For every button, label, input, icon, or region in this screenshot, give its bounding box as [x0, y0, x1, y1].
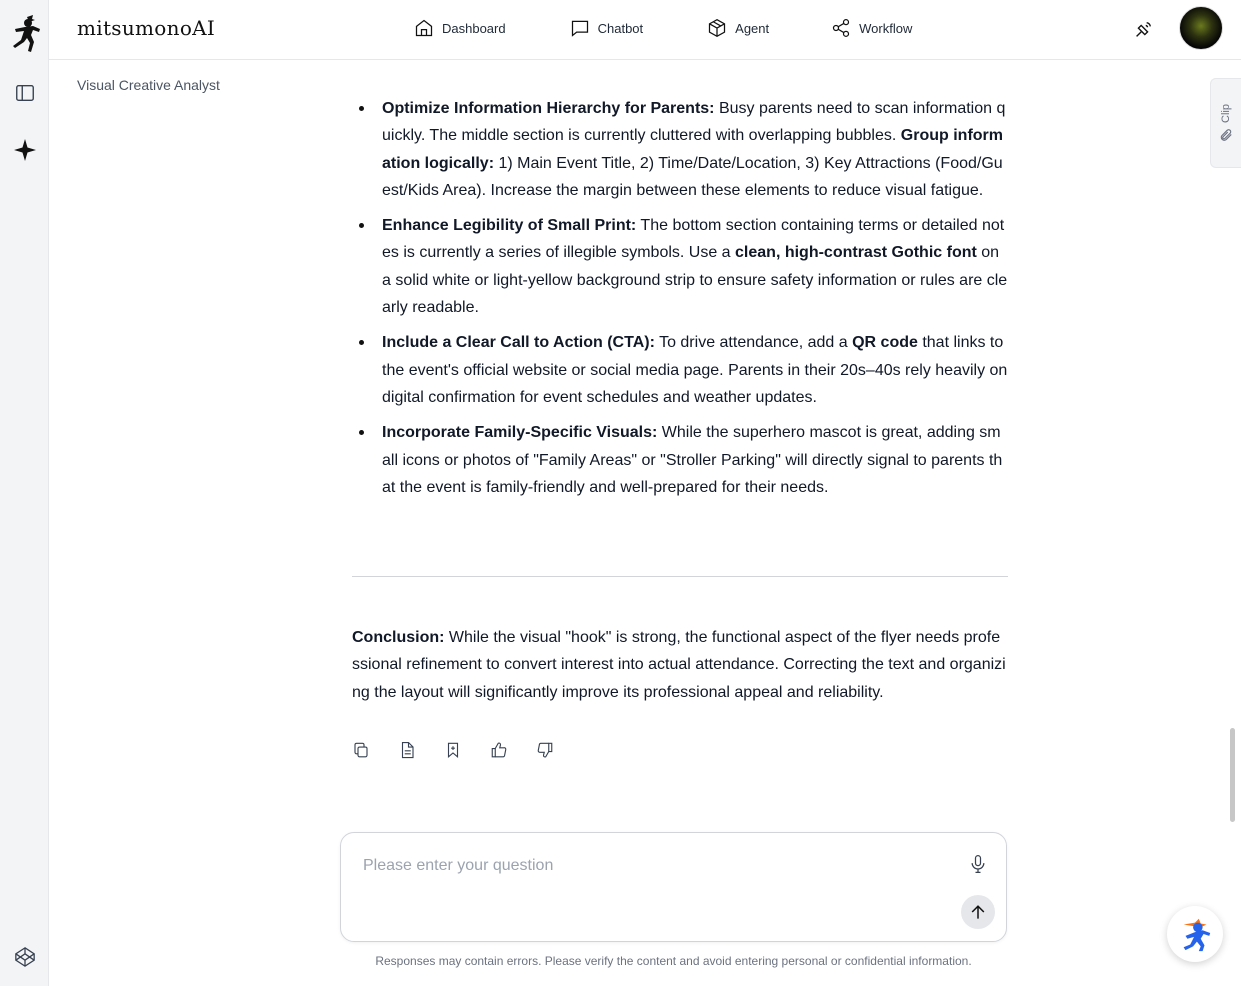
item-emphasis: clean, high-contrast Gothic font [735, 244, 977, 262]
arrow-up-icon [968, 902, 988, 922]
clip-tab[interactable] [1210, 78, 1241, 168]
question-input-box [340, 832, 1007, 942]
divider [352, 576, 1008, 577]
scrollbar-thumb[interactable] [1230, 728, 1235, 822]
assistant-title: Visual Creative Analyst [77, 77, 220, 93]
list-item [352, 212, 1008, 321]
item-title: Include a Clear Call to Action (CTA): [382, 334, 655, 352]
nav-agent[interactable] [707, 16, 769, 40]
home-icon [414, 18, 434, 38]
ninja-logo-icon[interactable] [8, 14, 42, 52]
top-header [49, 0, 1241, 60]
recommendation-list [352, 95, 1008, 501]
nav-label: Agent [735, 20, 770, 36]
nav-workflow[interactable] [831, 16, 912, 40]
clip-label: Clip [1220, 103, 1232, 123]
item-text: that links to the event's official website or social media page. Parents in their 20s–40s rely heavily on digital confirmation for event schedules and weather updates. [382, 334, 1008, 406]
item-text: To drive attendance, add a [654, 334, 853, 352]
codepen-icon[interactable] [12, 944, 38, 970]
disclaimer-text: Responses may contain errors. Please verify the content and avoid entering personal or confidential information. [375, 954, 972, 968]
nav-label: Workflow [859, 20, 913, 36]
share-icon [831, 18, 851, 38]
conclusion-label: Conclusion: [352, 629, 445, 646]
question-input[interactable] [363, 855, 923, 877]
item-title: Optimize Information Hierarchy for Parents: [382, 100, 715, 117]
paperclip-icon [1219, 128, 1233, 142]
item-text: While the superhero mascot is great, adding small icons or photos of "Family Areas" or "Stroller Parking" will directly signal to parents that the event is family-friendly and well-prepared for their needs. [382, 424, 1003, 496]
nav-label: Chatbot [597, 20, 644, 36]
microphone-icon[interactable] [967, 853, 989, 875]
sparkle-icon[interactable] [12, 137, 38, 163]
item-text: Busy parents need to scan information quickly. The middle section is currently cluttered with overlapping bubbles. [382, 100, 1006, 145]
main-nav [414, 16, 912, 40]
item-title: Enhance Legibility of Small Print: [382, 217, 637, 235]
list-item [352, 329, 1008, 411]
left-rail [0, 0, 49, 986]
item-emphasis: QR code [852, 334, 918, 352]
chat-icon [570, 18, 590, 38]
item-text: on a solid white or light-yellow background strip to ensure safety information or rules are clearly readable. [382, 244, 1008, 317]
nav-chatbot[interactable] [570, 16, 644, 40]
cube-icon [707, 18, 727, 38]
conclusion-text: While the visual "hook" is strong, the functional aspect of the flyer needs professional refinement to convert interest into actual attendance. Correcting the text and organizing the layout will significantly improve its professional appeal and reliability. [352, 629, 1006, 701]
assistant-message [352, 95, 1008, 509]
message-actions [352, 741, 554, 759]
item-text: 1) Main Event Title, 2) Time/Date/Location, 3) Key Attractions (Food/Guest/Kids Area). Increase the margin between these elements to reduce visual fatigue. [382, 154, 1003, 199]
nav-dashboard[interactable] [414, 16, 506, 40]
send-button[interactable] [961, 895, 995, 929]
document-icon[interactable] [398, 741, 416, 759]
thumbs-down-icon[interactable] [536, 741, 554, 759]
copy-icon[interactable] [352, 741, 370, 759]
conclusion-paragraph [352, 624, 1008, 706]
thumbs-up-icon[interactable] [490, 741, 508, 759]
nav-label: Dashboard [442, 20, 506, 36]
brand-name[interactable]: mitsumonoAI [77, 16, 216, 40]
sidebar-toggle-icon[interactable] [12, 80, 38, 106]
user-avatar[interactable] [1179, 6, 1223, 50]
chatbot-launcher-icon[interactable] [1167, 906, 1223, 962]
list-item [352, 95, 1008, 204]
broadcast-icon[interactable] [1129, 16, 1157, 44]
bookmark-add-icon[interactable] [444, 741, 462, 759]
item-text: The bottom section containing terms or detailed notes is currently a series of illegible symbols. Use a [382, 217, 1005, 262]
item-emphasis: Group information logically: [382, 127, 1003, 172]
list-item [352, 419, 1008, 501]
item-title: Incorporate Family-Specific Visuals: [382, 424, 658, 442]
